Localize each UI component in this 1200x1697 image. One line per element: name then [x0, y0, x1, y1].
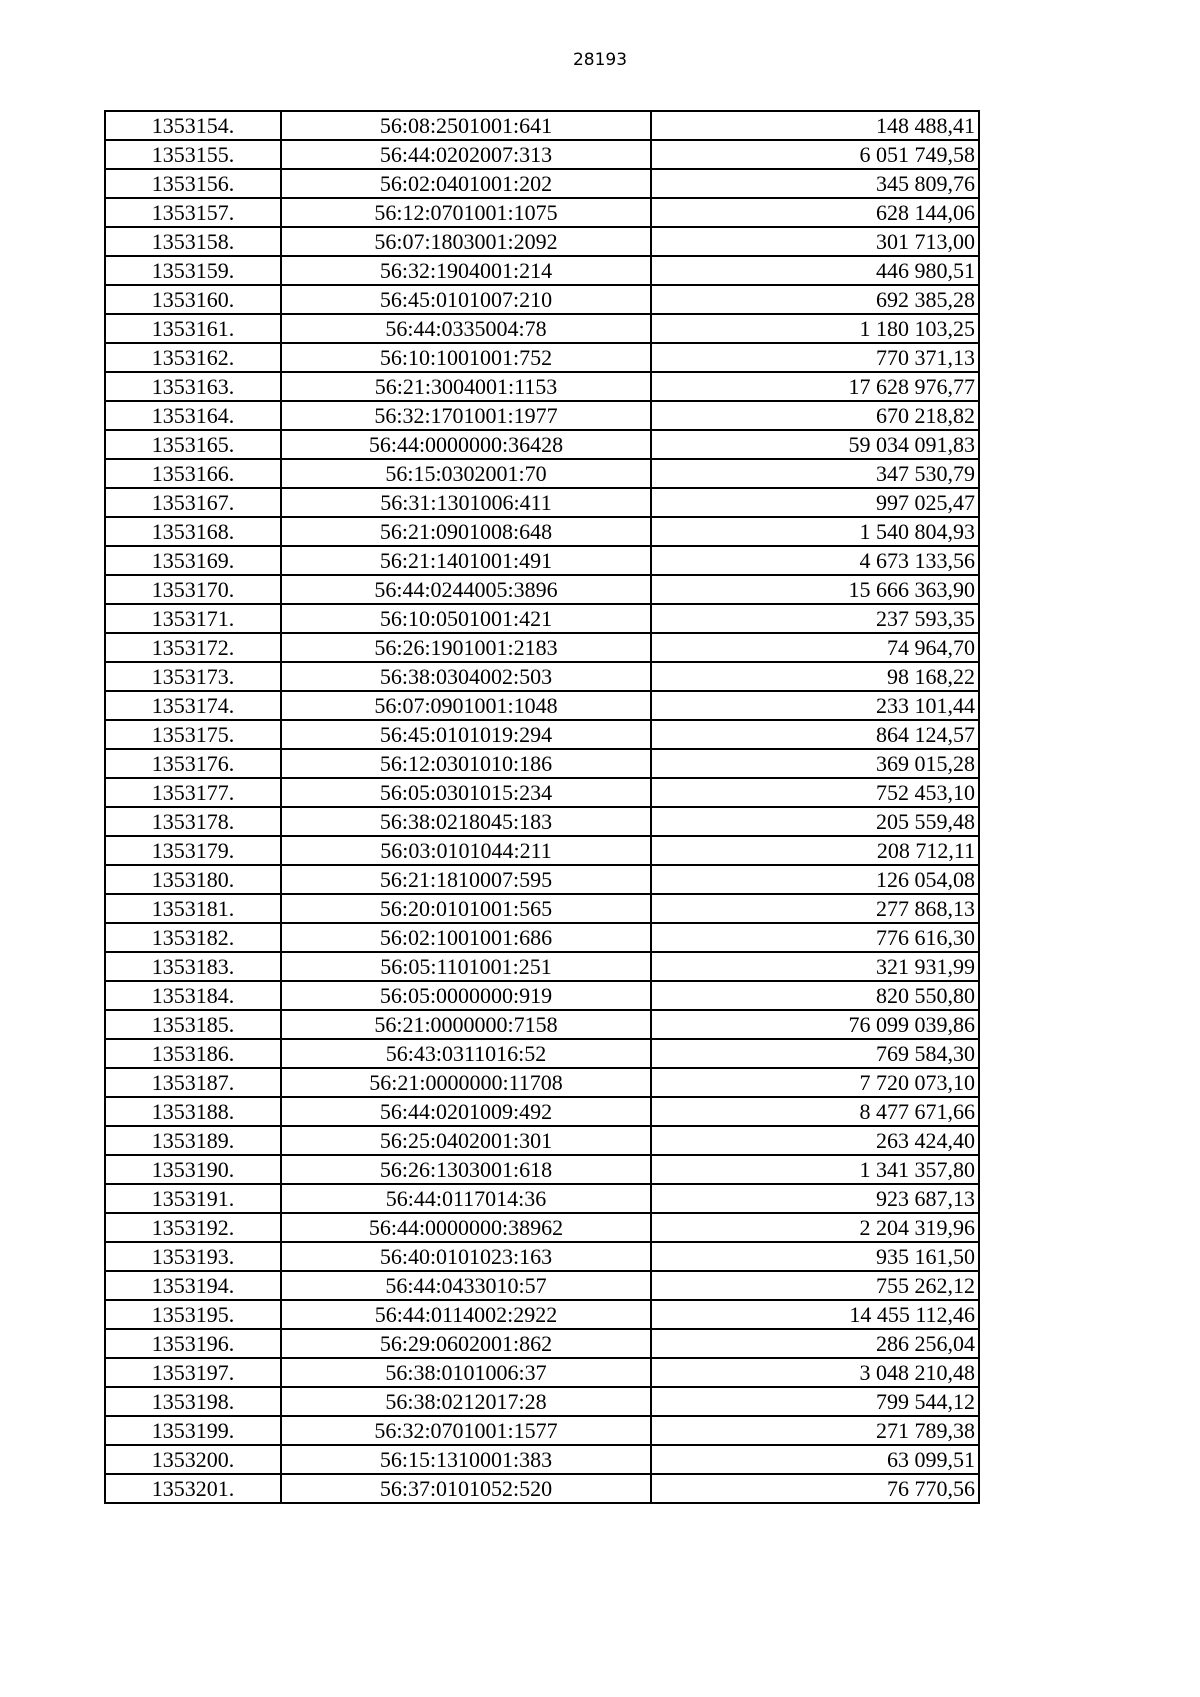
row-number-cell: 1353201. — [105, 1474, 281, 1503]
row-number-cell: 1353183. — [105, 952, 281, 981]
value-cell: 369 015,28 — [651, 749, 979, 778]
cadastral-number-cell: 56:31:1301006:411 — [281, 488, 651, 517]
value-cell: 692 385,28 — [651, 285, 979, 314]
table-row — [105, 720, 979, 749]
table-row — [105, 140, 979, 169]
registry-table-body — [105, 111, 979, 1503]
row-number-cell: 1353188. — [105, 1097, 281, 1126]
table-row — [105, 1242, 979, 1271]
row-number-cell: 1353181. — [105, 894, 281, 923]
value-cell: 997 025,47 — [651, 488, 979, 517]
cadastral-number-cell: 56:10:0501001:421 — [281, 604, 651, 633]
row-number-cell: 1353187. — [105, 1068, 281, 1097]
value-cell: 770 371,13 — [651, 343, 979, 372]
table-row — [105, 372, 979, 401]
value-cell: 799 544,12 — [651, 1387, 979, 1416]
table-row — [105, 691, 979, 720]
cadastral-number-cell: 56:44:0117014:36 — [281, 1184, 651, 1213]
cadastral-number-cell: 56:05:0000000:919 — [281, 981, 651, 1010]
cadastral-number-cell: 56:45:0101007:210 — [281, 285, 651, 314]
row-number-cell: 1353189. — [105, 1126, 281, 1155]
value-cell: 8 477 671,66 — [651, 1097, 979, 1126]
row-number-cell: 1353164. — [105, 401, 281, 430]
value-cell: 752 453,10 — [651, 778, 979, 807]
row-number-cell: 1353192. — [105, 1213, 281, 1242]
cadastral-number-cell: 56:44:0114002:2922 — [281, 1300, 651, 1329]
table-row — [105, 1068, 979, 1097]
value-cell: 301 713,00 — [651, 227, 979, 256]
cadastral-number-cell: 56:15:0302001:70 — [281, 459, 651, 488]
cadastral-number-cell: 56:38:0101006:37 — [281, 1358, 651, 1387]
cadastral-number-cell: 56:10:1001001:752 — [281, 343, 651, 372]
cadastral-number-cell: 56:08:2501001:641 — [281, 111, 651, 140]
value-cell: 205 559,48 — [651, 807, 979, 836]
cadastral-number-cell: 56:15:1310001:383 — [281, 1445, 651, 1474]
cadastral-number-cell: 56:38:0212017:28 — [281, 1387, 651, 1416]
value-cell: 208 712,11 — [651, 836, 979, 865]
row-number-cell: 1353173. — [105, 662, 281, 691]
row-number-cell: 1353162. — [105, 343, 281, 372]
cadastral-number-cell: 56:02:1001001:686 — [281, 923, 651, 952]
value-cell: 446 980,51 — [651, 256, 979, 285]
row-number-cell: 1353157. — [105, 198, 281, 227]
table-row — [105, 1213, 979, 1242]
table-row — [105, 1271, 979, 1300]
cadastral-number-cell: 56:21:1401001:491 — [281, 546, 651, 575]
page-number: 28193 — [572, 50, 628, 70]
row-number-cell: 1353193. — [105, 1242, 281, 1271]
table-row — [105, 343, 979, 372]
registry-table — [104, 110, 980, 1504]
row-number-cell: 1353184. — [105, 981, 281, 1010]
cadastral-number-cell: 56:02:0401001:202 — [281, 169, 651, 198]
cadastral-number-cell: 56:21:3004001:1153 — [281, 372, 651, 401]
table-row — [105, 662, 979, 691]
table-row — [105, 1387, 979, 1416]
cadastral-number-cell: 56:21:0000000:7158 — [281, 1010, 651, 1039]
table-row — [105, 981, 979, 1010]
cadastral-number-cell: 56:05:0301015:234 — [281, 778, 651, 807]
cadastral-number-cell: 56:38:0304002:503 — [281, 662, 651, 691]
value-cell: 59 034 091,83 — [651, 430, 979, 459]
row-number-cell: 1353171. — [105, 604, 281, 633]
table-row — [105, 1474, 979, 1503]
table-row — [105, 807, 979, 836]
row-number-cell: 1353166. — [105, 459, 281, 488]
table-row — [105, 749, 979, 778]
cadastral-number-cell: 56:38:0218045:183 — [281, 807, 651, 836]
cadastral-number-cell: 56:25:0402001:301 — [281, 1126, 651, 1155]
cadastral-number-cell: 56:32:0701001:1577 — [281, 1416, 651, 1445]
row-number-cell: 1353172. — [105, 633, 281, 662]
row-number-cell: 1353167. — [105, 488, 281, 517]
value-cell: 6 051 749,58 — [651, 140, 979, 169]
table-row — [105, 430, 979, 459]
row-number-cell: 1353179. — [105, 836, 281, 865]
table-row — [105, 894, 979, 923]
value-cell: 233 101,44 — [651, 691, 979, 720]
row-number-cell: 1353165. — [105, 430, 281, 459]
row-number-cell: 1353155. — [105, 140, 281, 169]
table-row — [105, 111, 979, 140]
cadastral-number-cell: 56:05:1101001:251 — [281, 952, 651, 981]
cadastral-number-cell: 56:07:0901001:1048 — [281, 691, 651, 720]
row-number-cell: 1353174. — [105, 691, 281, 720]
value-cell: 237 593,35 — [651, 604, 979, 633]
row-number-cell: 1353200. — [105, 1445, 281, 1474]
value-cell: 98 168,22 — [651, 662, 979, 691]
cadastral-number-cell: 56:43:0311016:52 — [281, 1039, 651, 1068]
cadastral-number-cell: 56:21:0000000:11708 — [281, 1068, 651, 1097]
value-cell: 628 144,06 — [651, 198, 979, 227]
table-row — [105, 169, 979, 198]
row-number-cell: 1353196. — [105, 1329, 281, 1358]
table-row — [105, 401, 979, 430]
row-number-cell: 1353175. — [105, 720, 281, 749]
row-number-cell: 1353163. — [105, 372, 281, 401]
table-row — [105, 314, 979, 343]
row-number-cell: 1353177. — [105, 778, 281, 807]
row-number-cell: 1353199. — [105, 1416, 281, 1445]
row-number-cell: 1353160. — [105, 285, 281, 314]
table-row — [105, 923, 979, 952]
cadastral-number-cell: 56:21:0901008:648 — [281, 517, 651, 546]
table-row — [105, 575, 979, 604]
value-cell: 1 180 103,25 — [651, 314, 979, 343]
cadastral-number-cell: 56:45:0101019:294 — [281, 720, 651, 749]
cadastral-number-cell: 56:12:0701001:1075 — [281, 198, 651, 227]
table-row — [105, 1010, 979, 1039]
row-number-cell: 1353186. — [105, 1039, 281, 1068]
table-row — [105, 952, 979, 981]
table-row — [105, 546, 979, 575]
value-cell: 321 931,99 — [651, 952, 979, 981]
row-number-cell: 1353176. — [105, 749, 281, 778]
row-number-cell: 1353178. — [105, 807, 281, 836]
value-cell: 263 424,40 — [651, 1126, 979, 1155]
value-cell: 76 770,56 — [651, 1474, 979, 1503]
value-cell: 2 204 319,96 — [651, 1213, 979, 1242]
table-row — [105, 836, 979, 865]
table-row — [105, 517, 979, 546]
value-cell: 3 048 210,48 — [651, 1358, 979, 1387]
value-cell: 277 868,13 — [651, 894, 979, 923]
cadastral-number-cell: 56:44:0201009:492 — [281, 1097, 651, 1126]
row-number-cell: 1353180. — [105, 865, 281, 894]
row-number-cell: 1353185. — [105, 1010, 281, 1039]
cadastral-number-cell: 56:37:0101052:520 — [281, 1474, 651, 1503]
value-cell: 776 616,30 — [651, 923, 979, 952]
row-number-cell: 1353194. — [105, 1271, 281, 1300]
table-row — [105, 1126, 979, 1155]
value-cell: 76 099 039,86 — [651, 1010, 979, 1039]
row-number-cell: 1353154. — [105, 111, 281, 140]
value-cell: 126 054,08 — [651, 865, 979, 894]
row-number-cell: 1353156. — [105, 169, 281, 198]
row-number-cell: 1353182. — [105, 923, 281, 952]
value-cell: 864 124,57 — [651, 720, 979, 749]
value-cell: 148 488,41 — [651, 111, 979, 140]
cadastral-number-cell: 56:44:0433010:57 — [281, 1271, 651, 1300]
row-number-cell: 1353195. — [105, 1300, 281, 1329]
value-cell: 271 789,38 — [651, 1416, 979, 1445]
row-number-cell: 1353169. — [105, 546, 281, 575]
cadastral-number-cell: 56:20:0101001:565 — [281, 894, 651, 923]
table-row — [105, 1039, 979, 1068]
value-cell: 755 262,12 — [651, 1271, 979, 1300]
value-cell: 670 218,82 — [651, 401, 979, 430]
value-cell: 15 666 363,90 — [651, 575, 979, 604]
cadastral-number-cell: 56:32:1701001:1977 — [281, 401, 651, 430]
table-row — [105, 1416, 979, 1445]
value-cell: 74 964,70 — [651, 633, 979, 662]
cadastral-number-cell: 56:29:0602001:862 — [281, 1329, 651, 1358]
cadastral-number-cell: 56:44:0000000:36428 — [281, 430, 651, 459]
cadastral-number-cell: 56:03:0101044:211 — [281, 836, 651, 865]
table-row — [105, 865, 979, 894]
value-cell: 935 161,50 — [651, 1242, 979, 1271]
value-cell: 820 550,80 — [651, 981, 979, 1010]
table-row — [105, 488, 979, 517]
row-number-cell: 1353161. — [105, 314, 281, 343]
table-row — [105, 1184, 979, 1213]
table-row — [105, 227, 979, 256]
value-cell: 923 687,13 — [651, 1184, 979, 1213]
cadastral-number-cell: 56:44:0335004:78 — [281, 314, 651, 343]
row-number-cell: 1353190. — [105, 1155, 281, 1184]
value-cell: 1 540 804,93 — [651, 517, 979, 546]
row-number-cell: 1353158. — [105, 227, 281, 256]
value-cell: 347 530,79 — [651, 459, 979, 488]
cadastral-number-cell: 56:26:1303001:618 — [281, 1155, 651, 1184]
value-cell: 769 584,30 — [651, 1039, 979, 1068]
table-row — [105, 778, 979, 807]
value-cell: 4 673 133,56 — [651, 546, 979, 575]
table-row — [105, 256, 979, 285]
value-cell: 14 455 112,46 — [651, 1300, 979, 1329]
row-number-cell: 1353197. — [105, 1358, 281, 1387]
cadastral-number-cell: 56:07:1803001:2092 — [281, 227, 651, 256]
value-cell: 63 099,51 — [651, 1445, 979, 1474]
row-number-cell: 1353159. — [105, 256, 281, 285]
cadastral-number-cell: 56:40:0101023:163 — [281, 1242, 651, 1271]
row-number-cell: 1353198. — [105, 1387, 281, 1416]
cadastral-number-cell: 56:44:0000000:38962 — [281, 1213, 651, 1242]
value-cell: 345 809,76 — [651, 169, 979, 198]
value-cell: 17 628 976,77 — [651, 372, 979, 401]
row-number-cell: 1353191. — [105, 1184, 281, 1213]
table-row — [105, 459, 979, 488]
table-row — [105, 633, 979, 662]
cadastral-number-cell: 56:44:0202007:313 — [281, 140, 651, 169]
table-row — [105, 1300, 979, 1329]
table-row — [105, 1329, 979, 1358]
table-row — [105, 1097, 979, 1126]
table-row — [105, 198, 979, 227]
row-number-cell: 1353170. — [105, 575, 281, 604]
value-cell: 286 256,04 — [651, 1329, 979, 1358]
table-row — [105, 1445, 979, 1474]
table-row — [105, 1358, 979, 1387]
value-cell: 7 720 073,10 — [651, 1068, 979, 1097]
table-row — [105, 604, 979, 633]
cadastral-number-cell: 56:12:0301010:186 — [281, 749, 651, 778]
cadastral-number-cell: 56:21:1810007:595 — [281, 865, 651, 894]
cadastral-number-cell: 56:26:1901001:2183 — [281, 633, 651, 662]
cadastral-number-cell: 56:44:0244005:3896 — [281, 575, 651, 604]
value-cell: 1 341 357,80 — [651, 1155, 979, 1184]
table-row — [105, 1155, 979, 1184]
table-row — [105, 285, 979, 314]
row-number-cell: 1353168. — [105, 517, 281, 546]
cadastral-number-cell: 56:32:1904001:214 — [281, 256, 651, 285]
